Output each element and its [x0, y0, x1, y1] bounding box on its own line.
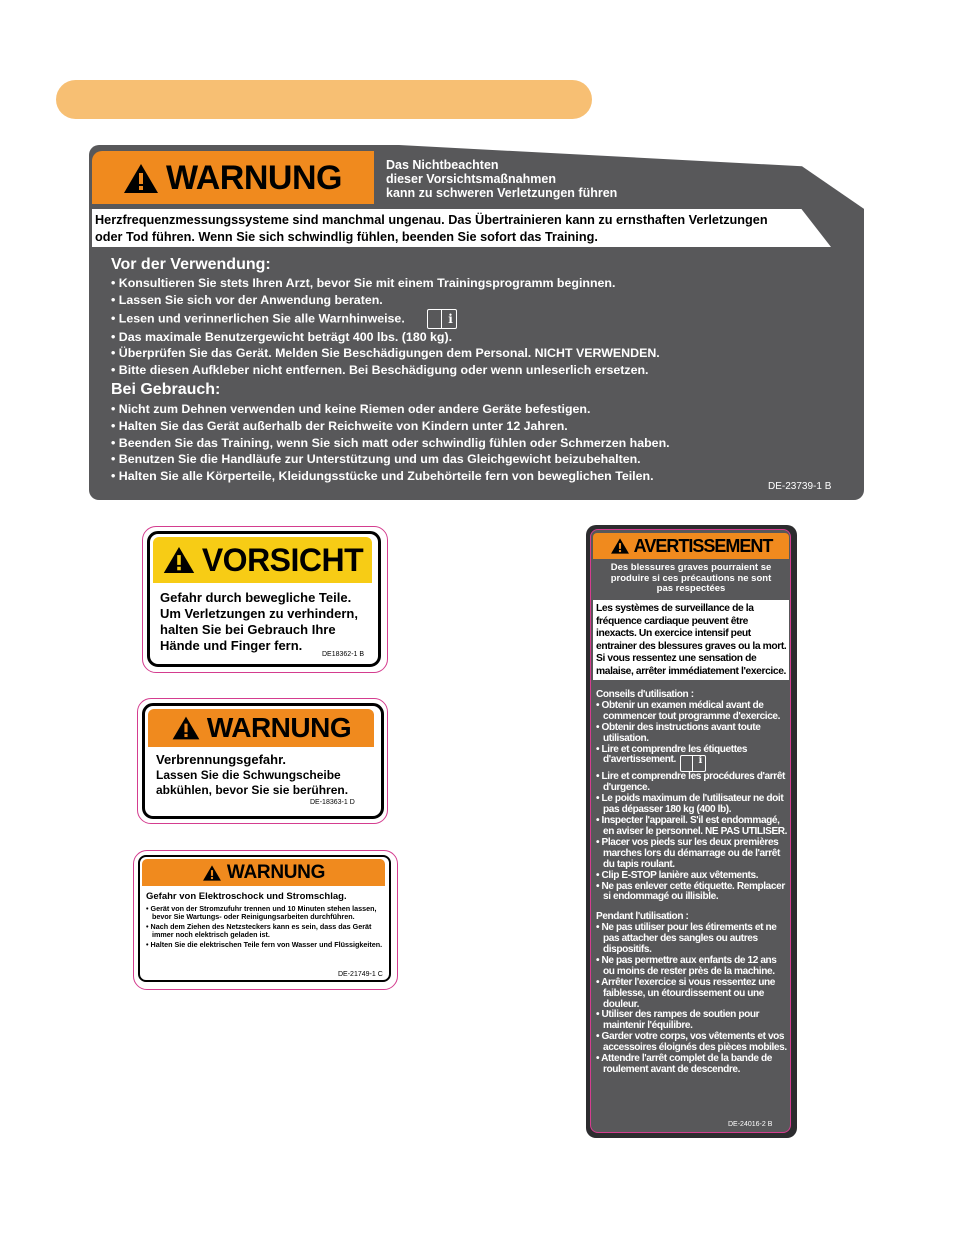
- caution-signal-panel: [153, 537, 372, 583]
- list-item-text: • Lesen und verinnerlichen Sie alle Warnhinweise.: [111, 310, 405, 325]
- main-hazard-line: Herzfrequenzmessungssysteme sind manchmal ungenau. Das Übertrainieren kann zu ernsthaften Verletzungen: [95, 213, 768, 227]
- list-item: • Benutzen Sie die Handläufe zur Unterstützung und um das Gleichgewicht beizubehalten.: [111, 452, 641, 467]
- burn-body-text: [156, 752, 371, 798]
- burn-label-code: DE-18363-1 D: [310, 799, 355, 806]
- main-signal-word: WARNUNG: [166, 159, 342, 197]
- french-section-title-during-use: Pendant l'utilisation :: [596, 911, 689, 923]
- warning-triangle-icon: [171, 715, 201, 741]
- section-header-bar: [56, 80, 592, 119]
- burn-signal-word: WARNUNG: [206, 712, 352, 743]
- french-hazard-line: fréquence cardiaque peuvent être: [596, 615, 749, 627]
- french-hazard-line: Les systèmes de surveillance de la: [596, 603, 754, 614]
- main-hazard-text: [95, 212, 825, 246]
- list-item: • Ne pas utiliser pour les étirements et ne pas attacher des sangles ou autres dispositifs.: [596, 922, 777, 956]
- french-instructions: [596, 690, 788, 1076]
- list-item: • Halten Sie das Gerät außerhalb der Reichweite von Kindern unter 12 Jahren.: [111, 418, 568, 433]
- french-consequence-text: [600, 563, 782, 595]
- french-hazard-line: inexacts. Un exercice intensif peut: [596, 628, 751, 640]
- list-item: • Nicht zum Dehnen verwenden und keine Riemen oder andere Geräte befestigen.: [111, 402, 591, 416]
- shock-label-code: DE-21749-1 C: [338, 971, 383, 978]
- french-consequence-line: Des blessures graves pourraient se: [610, 562, 772, 573]
- list-item: • Halten Sie die elektrischen Teile fern von Wasser und Flüssigkeiten.: [146, 939, 383, 949]
- main-hazard-line: oder Tod führen. Wenn Sie sich schwindlig fühlen, beenden Sie sofort das Training.: [95, 230, 598, 244]
- list-item: • Placer vos pieds sur les deux premières marches lors du démarrage ou de l'arrêt du tapis roulant.: [596, 836, 780, 870]
- caution-line: Um Verletzungen zu verhindern,: [160, 606, 358, 621]
- warning-triangle-icon: [610, 537, 630, 555]
- main-consequence-line: dieser Vorsichtsmaßnahmen: [386, 172, 556, 186]
- list-item: • Lassen Sie sich vor der Anwendung beraten.: [111, 292, 383, 307]
- list-item: • Inspecter l'appareil. S'il est endommagé, en aviser le personnel. NE PAS UTILISER.: [596, 815, 788, 837]
- caution-label-code: DE18362-1 B: [322, 651, 365, 658]
- burn-line: abkühlen, bevor Sie sie berühren.: [156, 783, 349, 797]
- warning-triangle-icon: [202, 864, 222, 882]
- caution-signal-word: VORSICHT: [201, 541, 364, 578]
- manual-book-icon: [427, 309, 457, 329]
- french-signal-word: AVERTISSEMENT: [633, 535, 773, 556]
- list-item: • Obtenir des instructions avant toute utilisation.: [596, 721, 761, 744]
- caution-line: halten Sie bei Gebrauch Ihre: [160, 622, 336, 637]
- list-item: • Halten Sie alle Körperteile, Kleidungsstücke und Zubehörteile fern von beweglichen Teilen.: [111, 469, 654, 484]
- french-hazard-text: [596, 603, 788, 679]
- french-section-title-usage: Conseils d'utilisation :: [596, 689, 694, 700]
- list-item: • Überprüfen Sie das Gerät. Melden Sie Beschädigungen dem Personal. NICHT VERWENDEN.: [111, 346, 660, 361]
- list-item: • Beenden Sie das Training, wenn Sie sich matt oder schwindlig fühlen oder Schmerzen haben.: [111, 435, 670, 450]
- burn-line: Lassen Sie die Schwungscheibe: [156, 768, 341, 782]
- french-consequence-line: pas respectées: [656, 583, 726, 595]
- warning-triangle-icon: [122, 162, 160, 195]
- warning-triangle-icon: [162, 545, 196, 575]
- main-consequence-line: Das Nichtbeachten: [386, 158, 499, 172]
- list-item: • Le poids maximum de l'utilisateur ne doit pas dépasser 180 kg (400 lb).: [596, 793, 784, 816]
- list-item: [111, 309, 751, 329]
- list-item: • Garder votre corps, vos vêtements et vos accessoires éloignés des pièces mobiles.: [596, 1031, 787, 1054]
- shock-signal-word: WARNUNG: [226, 861, 326, 883]
- list-item: • Ne pas permettre aux enfants de 12 ans ou moins de rester près de la machine.: [596, 954, 777, 977]
- manual-book-glyph: i: [448, 311, 453, 326]
- shock-title: Gefahr von Elektroschock und Stromschlag.: [146, 891, 347, 902]
- french-hazard-line: entrainer des blessures graves ou la mort.: [596, 640, 787, 652]
- shock-signal-panel: [142, 859, 385, 886]
- list-item: • Arrêter l'exercice si vous ressentez une faiblesse, un étourdissement ou une douleur.: [596, 976, 775, 1010]
- french-consequence-line: produire si ces précautions ne sont: [610, 572, 772, 584]
- list-item: • Clip E-STOP lanière aux vêtements.: [596, 869, 759, 881]
- caution-body-text: [160, 590, 370, 654]
- main-section-title-before-use: Vor der Verwendung:: [111, 256, 271, 273]
- burn-title: Verbrennungsgefahr.: [156, 752, 287, 767]
- main-label-code: DE-23739-1 B: [768, 481, 832, 492]
- list-item: • Obtenir un examen médical avant de commencer tout programme d'exercice.: [596, 699, 781, 722]
- manual-book-icon: [680, 755, 706, 772]
- main-section-title-in-use: Bei Gebrauch:: [111, 381, 221, 398]
- list-item: • Nach dem Ziehen des Netzsteckers kann es sein, dass das Gerät immer noch elektrisch geladen ist.: [146, 921, 372, 940]
- shock-body-text: [146, 893, 384, 950]
- french-hazard-line: malaise, arrêter immédiatement l'exercice.: [596, 665, 786, 677]
- list-item-text: • Lire et comprendre les étiquettes d'avertissement.: [596, 743, 748, 766]
- manual-book-glyph: i: [698, 755, 702, 767]
- list-item: • Attendre l'arrêt complet de la bande de roulement avant de descendre.: [596, 1053, 772, 1075]
- list-item: • Bitte diesen Aufkleber nicht entfernen. Bei Beschädigung oder wenn unleserlich ersetzen.: [111, 363, 649, 378]
- french-usage-list: [596, 701, 788, 903]
- caution-line: Gefahr durch bewegliche Teile.: [160, 590, 352, 605]
- burn-signal-panel: [148, 709, 374, 747]
- main-consequence-line: kann zu schweren Verletzungen führen: [386, 186, 618, 200]
- list-item: • Ne pas enlever cette étiquette. Remplacer si endommagé ou illisible.: [596, 880, 785, 903]
- french-signal-panel: [593, 533, 789, 559]
- list-item: [596, 745, 788, 773]
- list-item: • Das maximale Benutzergewicht beträgt 400 lbs. (180 kg).: [111, 329, 453, 344]
- main-before-use-list: [111, 275, 751, 379]
- list-item: • Gerät von der Stromzufuhr trennen und 10 Minuten stehen lassen, bevor Sie Wartungs- oder Reinigungsarbeiten durchführen.: [146, 903, 377, 922]
- main-consequence-text: [386, 158, 786, 200]
- list-item: • Konsultieren Sie stets Ihren Arzt, bevor Sie mit einem Trainingsprogramm beginnen.: [111, 276, 616, 290]
- french-label-code: DE-24016-2 B: [728, 1121, 773, 1128]
- french-during-use-list: [596, 923, 788, 1076]
- french-hazard-line: Si vous ressentez une sensation de: [596, 653, 757, 665]
- list-item: • Utiliser des rampes de soutien pour maintenir l'équilibre.: [596, 1009, 760, 1032]
- caution-line: Hände und Finger fern.: [160, 638, 303, 653]
- main-in-use-list: [111, 401, 751, 485]
- main-signal-word-box: [98, 157, 366, 200]
- list-item: • Lire et comprendre les procédures d'arrêt d'urgence.: [596, 771, 785, 794]
